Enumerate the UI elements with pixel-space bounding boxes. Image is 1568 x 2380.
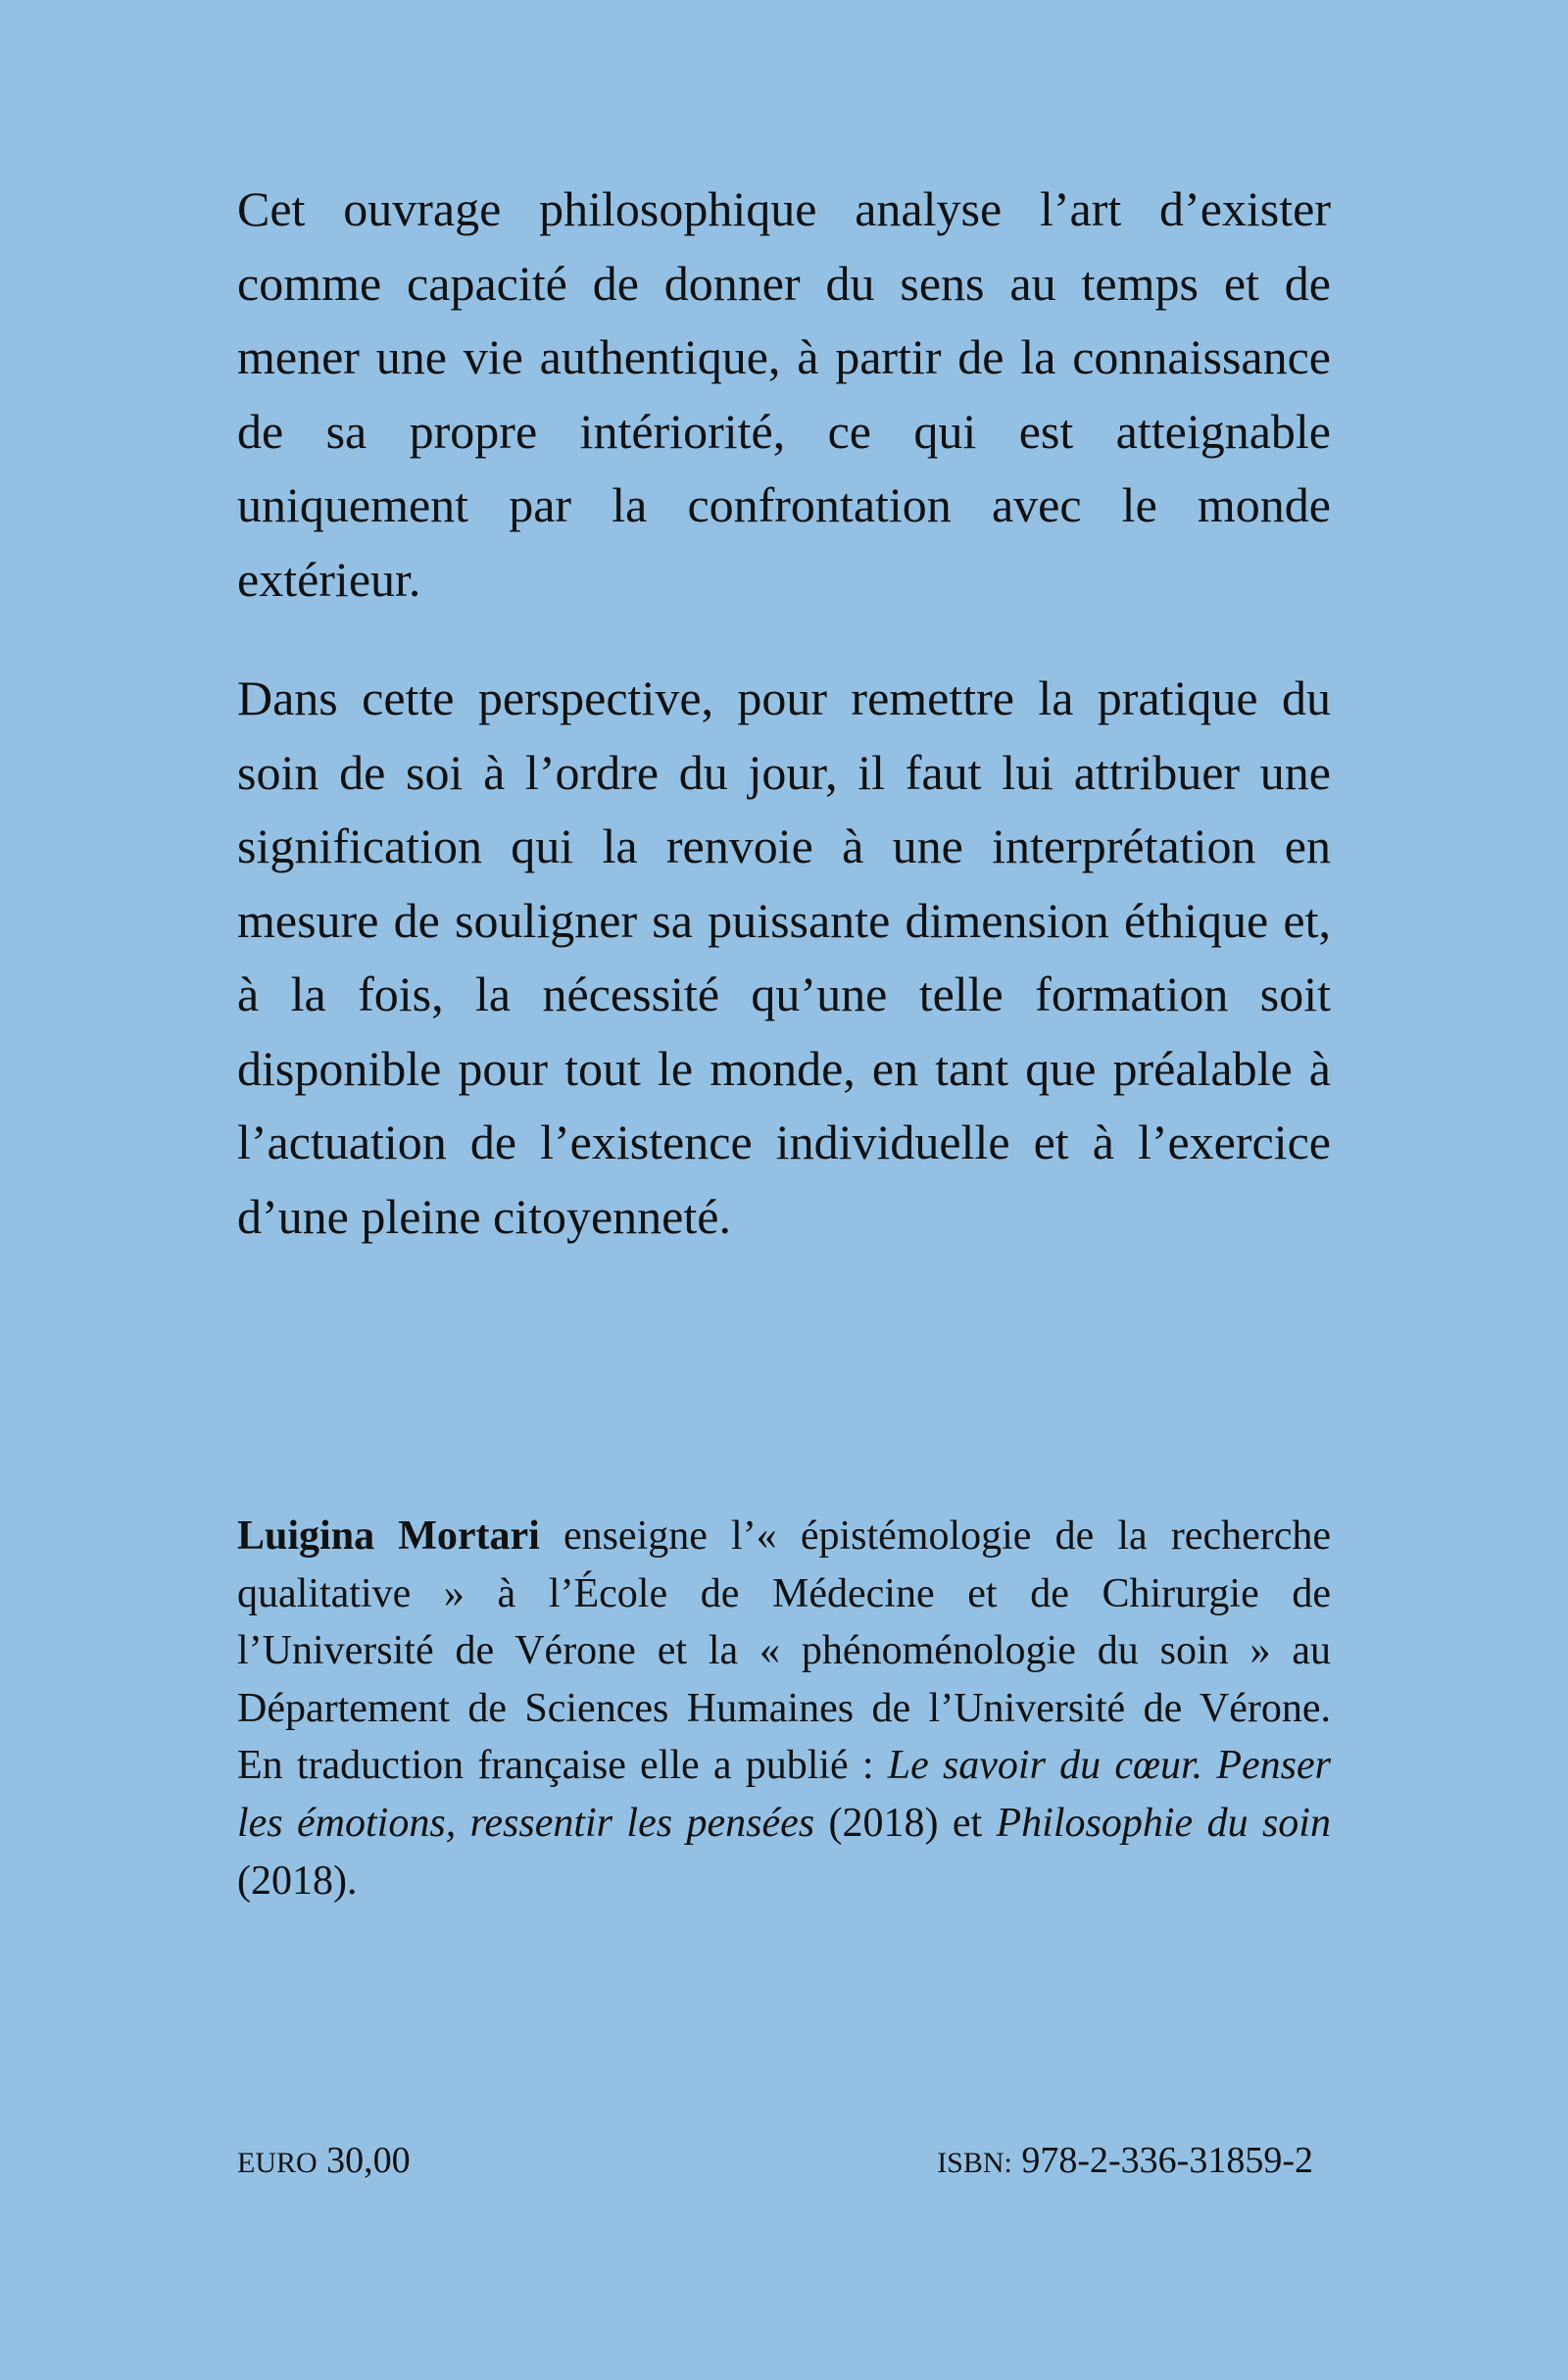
book-year: (2018). [237,1858,358,1904]
blurb-text [237,173,1331,1254]
isbn-label: ISBN: [937,2147,1012,2179]
author-bio [237,1508,1331,1909]
blurb-paragraph: Dans cette perspective, pour remettre la pratique du soin de soi à l’ordre du jour, il faut lui attribuer une signification qui la renvoie à une interprétation en mesure de souligner sa puissante dimension éthique et, à la fois, la nécessité qu’une telle formation soit disponible pour tout le monde, en tant que préalable à l’actuation de l’existence individuelle et à l’exercice d’une pleine citoyenneté. [237,670,1331,1244]
price-label: EURO [237,2147,318,2179]
author-name: Luigina Mortari [237,1513,540,1559]
book-year: (2018) et [814,1800,997,1846]
price-value: 30,00 [326,2140,411,2181]
isbn [911,2137,1313,2187]
author-bio-text: enseigne l’« épistémologie de la recherche qualitative » à l’École de Médecine et de Chirurgie de l’Université de Vérone et la « phénoménologie du soin » au Département de Sciences Humaines de l’Université de Vérone. En traduction française elle a publié : [237,1513,1331,1789]
price [237,2137,411,2187]
isbn-value: 978-2-336-31859-2 [1021,2140,1313,2181]
author-bio-paragraph [237,1508,1331,1909]
book-title: Philosophie du soin [996,1800,1331,1846]
blurb-paragraph: Cet ouvrage philosophique analyse l’art d’exister comme capacité de donner du sens au temps et de mener une vie authentique, à partir de la connaissance de sa propre intériorité, ce qui est atteignable uniquement par la confrontation avec le monde extérieur. [237,181,1331,607]
book-title: Le savoir du cœur. Penser les émotions, ressentir les pensées [237,1743,1331,1846]
